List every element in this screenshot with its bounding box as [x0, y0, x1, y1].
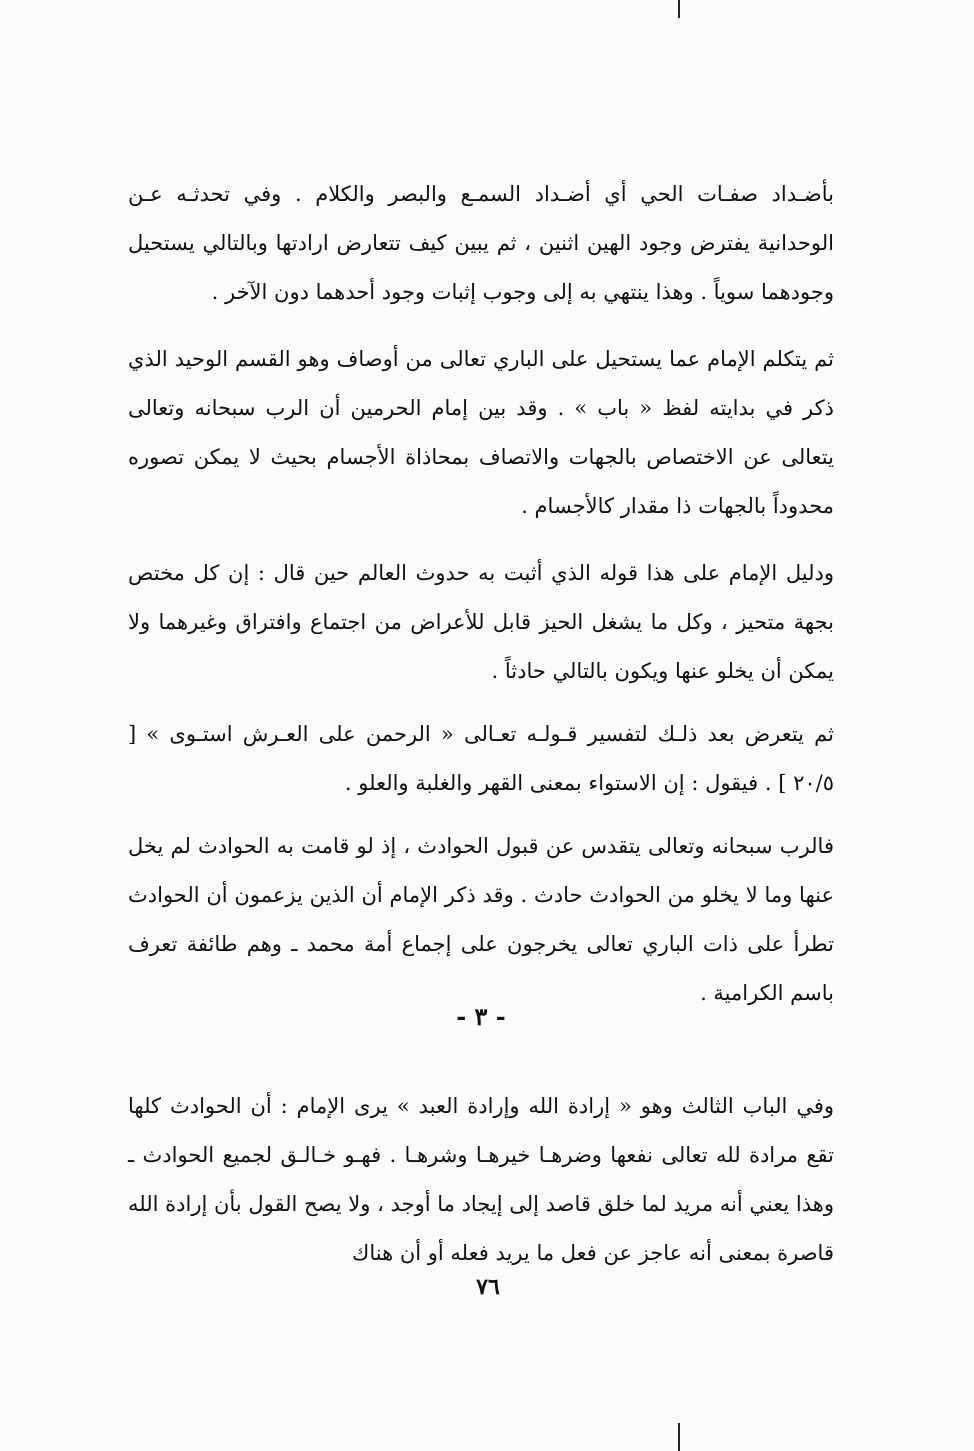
crop-mark-top: [678, 0, 680, 18]
paragraph-3: ودليل الإمام على هذا قوله الذي أثبت به حدوث العالم حين قال : إن كل مختص بجهة متحيز ، وكل ما يشغل الحيز قابل للأعراض من اجتماع وافتراق وغيرهما ولا يمكن أن يخلو عنها ويكون بالتالي حادثاً .: [128, 561, 834, 683]
paragraph-5: فالرب سبحانه وتعالى يتقدس عن قبول الحوادث ، إذ لو قامت به الحوادث لم يخل عنها وما لا يخلو من الحوادث حادث . وقد ذكر الإمام أن الذين يزعمون أن الحوادث تطرأ على ذات الباري تعالى يخرجون على إجماع أمة محمد ـ وهم طائفة تعرف باسم الكرامية .: [128, 834, 834, 1005]
page-number: ٧٦: [476, 1274, 500, 1300]
paragraph-1: بأضـداد صفـات الحي أي أضـداد السمـع والبصر والكلام . وفي تحدثـه عـن الوحدانية يفترض وجود الهين اثنين ، ثم يبين كيف تتعارض ارادتها وبالتالي يستحيل وجودهما سوياً . وهذا ينتهي به إلى وجوب إثبات وجود أحدهما دون الآخر .: [128, 182, 834, 304]
paragraph-2: ثم يتكلم الإمام عما يستحيل على الباري تعالى من أوصاف وهو القسم الوحيد الذي ذكر في بدايته لفظ « باب » . وقد بين إمام الحرمين أن الرب سبحانه وتعالى يتعالى عن الاختصاص بالجهات والاتصاف بمحاذاة الأجسام بحيث لا يمكن تصوره محدوداً بالجهات ذا مقدار كالأجسام .: [128, 347, 834, 518]
paragraph-4: ثم يتعرض بعد ذلـك لتفسير قـولـه تعـالى « الرحمن على العـرش استـوى » [ ٢٠/٥ ] . فيقول : إن الاستواء بمعنى القهر والغلبة والعلو .: [128, 722, 834, 795]
section-number-heading: - ٣ -: [456, 1002, 506, 1031]
paragraph-6: وفي الباب الثالث وهو « إرادة الله وإرادة العبد » يرى الإمام : أن الحوادث كلها تقع مرادة لله تعالى نفعها وضرهـا خيرهـا وشرهـا . فهـو خـالـق لجميع الحوادث ـ وهذا يعني أنه مريد لما خلق قاصد إلى إيجاد ما أوجد ، ولا يصح القول بأن إرادة الله قاصرة بمعنى أنه عاجز عن فعل ما يريد فعله أو أن هناك: [128, 1094, 834, 1265]
crop-mark-bottom: [678, 1423, 680, 1451]
page-body: [128, 170, 834, 1265]
